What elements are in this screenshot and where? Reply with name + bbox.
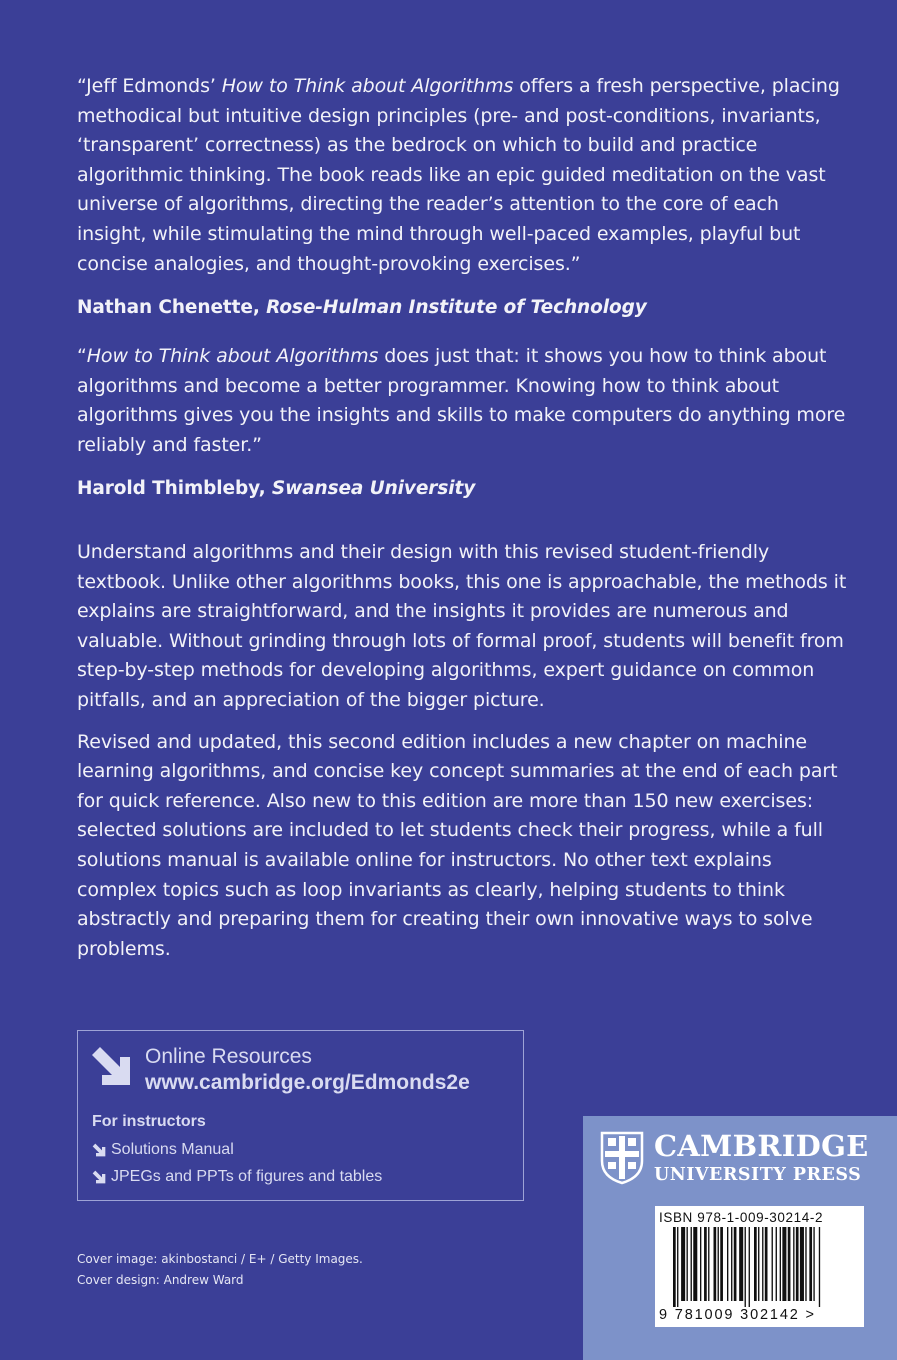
barcode-bar [788, 1227, 791, 1301]
barcode-bar [681, 1227, 685, 1301]
book-title: How to Think about Algorithms [86, 345, 379, 367]
quote-text: “How to Think about Algorithms does just that: it shows you how to think about algorithms and become a better programmer. Knowing how to think about algorithms gives you the insights and skills to make computers do anything more reliably and faster.” [77, 345, 846, 456]
arrow-down-right-icon [92, 1170, 106, 1184]
barcode-bar [754, 1227, 757, 1301]
description-paragraph: Understand algorithms and their design with this revised student-friendly textbook. Unlike other algorithms books, this one is approachable, the methods it explains are straightforward, and the insights it provides are numerous and valuable. Without grinding through lots of formal proof, students will benefit from step-by-step methods for developing algorithms, expert guidance on common pitfalls, and an appreciation of the bigger picture. [77, 541, 847, 711]
resources-url[interactable]: www.cambridge.org/Edmonds2e [145, 1071, 470, 1094]
quote-chenette [77, 72, 847, 323]
barcode-bar [739, 1227, 743, 1301]
quote-text: “Jeff Edmonds’ How to Think about Algorithms offers a fresh perspective, placing methodical but intuitive design principles (pre- and post-conditions, invariants, ‘transparent’ correctness) as the bedrock on which to build and practice algorithmic thinking. The book reads like an epic guided meditation on the vast universe of algorithms, directing the reader’s attention to the core of each insight, while stimulating the mind through well-paced examples, playful but concise analogies, and thought-provoking exercises.” [77, 75, 840, 275]
barcode-bar [805, 1227, 806, 1301]
cover-credits [77, 1249, 363, 1291]
resource-item-label: Solutions Manual [111, 1141, 234, 1158]
barcode-bar [765, 1227, 768, 1301]
barcode-digits: 9 781009 302142 > [659, 1307, 816, 1323]
barcode-bar [734, 1227, 737, 1301]
cambridge-shield-icon [600, 1131, 644, 1185]
quote-attribution: Harold Thimbleby, Swansea University [77, 478, 476, 500]
publisher-press: UNIVERSITY PRESS [654, 1165, 862, 1185]
barcode-bar [700, 1227, 701, 1301]
publisher-panel [583, 1116, 897, 1360]
barcode-bar [782, 1227, 786, 1301]
barcode-bar [718, 1227, 719, 1301]
resource-item-solutions[interactable] [92, 1141, 234, 1159]
online-resources-box [77, 1030, 524, 1201]
quote-thimbleby [77, 342, 847, 504]
barcode-bar [762, 1227, 763, 1301]
barcode-bar [793, 1227, 794, 1301]
barcode-bar [720, 1227, 723, 1301]
barcode-bar [727, 1227, 728, 1301]
barcode-bar [691, 1227, 692, 1301]
cover-image-credit: Cover image: akinbostanci / E+ / Getty Images. [77, 1252, 363, 1266]
barcode-bar [745, 1227, 746, 1307]
barcode-bar [813, 1227, 814, 1301]
barcode-bar [809, 1227, 812, 1301]
barcode-bar [758, 1227, 759, 1301]
publisher-name: CAMBRIDGE [654, 1129, 869, 1163]
book-description [77, 538, 857, 976]
barcode-bar [673, 1227, 676, 1307]
resources-title: Online Resources [145, 1045, 312, 1068]
barcode-bar [780, 1227, 781, 1301]
cover-design-credit: Cover design: Andrew Ward [77, 1273, 244, 1287]
quote-attribution: Nathan Chenette, Rose-Hulman Institute of Technology [77, 297, 647, 319]
barcode-bars [673, 1227, 857, 1307]
barcode-bar [714, 1227, 717, 1301]
barcode-bar [704, 1227, 707, 1301]
barcode-bar [731, 1227, 732, 1301]
isbn-text: ISBN 978-1-009-30214-2 [659, 1210, 824, 1225]
barcode-bar [796, 1227, 799, 1301]
arrow-down-right-icon [92, 1143, 106, 1157]
resource-item-label: JPEGs and PPTs of figures and tables [111, 1168, 383, 1185]
isbn-barcode [655, 1206, 864, 1327]
barcode-bar [749, 1227, 750, 1307]
barcode-bar [693, 1227, 697, 1301]
resource-item-figures[interactable] [92, 1168, 382, 1186]
barcode-bar [772, 1227, 773, 1301]
barcode-bar [776, 1227, 777, 1301]
barcode-bar [708, 1227, 709, 1301]
description-paragraph: Revised and updated, this second edition includes a new chapter on machine learning algorithms, and concise key concept summaries at the end of each part for quick reference. Also new to this edition are more than 150 new exercises: selected solutions are included to let students check their progress, while a full solutions manual is available online for instructors. No other text explains complex topics such as loop invariants as clearly, helping students to think abstractly and preparing them for creating their own innovative ways to solve problems. [77, 730, 838, 960]
barcode-bar [677, 1227, 678, 1307]
barcode-bar [800, 1227, 804, 1301]
arrow-down-right-icon [90, 1045, 132, 1087]
barcode-bar [819, 1227, 820, 1307]
book-title: How to Think about Algorithms [221, 75, 514, 97]
resources-audience: For instructors [92, 1113, 206, 1130]
barcode-bar [687, 1227, 688, 1301]
